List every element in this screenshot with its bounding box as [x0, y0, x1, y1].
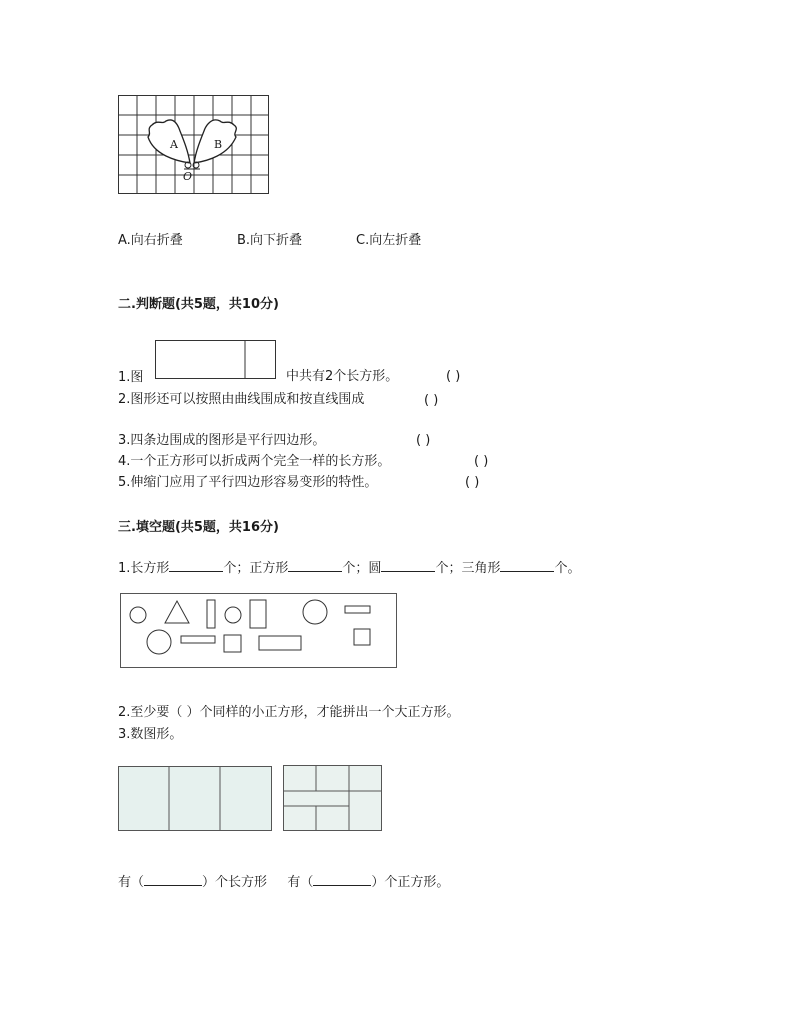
fold-label-o: O [183, 170, 193, 183]
shape-thin-rect-vertical [207, 600, 215, 628]
answer-part-2: ）个长方形 [202, 875, 268, 890]
s2-q3: 3.四条边围成的图形是平行四边形。 [118, 433, 326, 448]
shape-rect-horizontal-1 [181, 636, 215, 643]
answer-part-4: ）个正方形。 [371, 875, 450, 890]
s2-q4: 4.一个正方形可以折成两个完全一样的长方形。 [118, 454, 391, 469]
shape-triangle [165, 601, 189, 623]
blank-triangle-count[interactable] [500, 559, 554, 572]
blank-rectangle-count[interactable] [169, 559, 223, 572]
shape-circle-4 [147, 630, 171, 654]
option-a: A.向右折叠 [118, 233, 183, 248]
option-c: C.向左折叠 [356, 233, 422, 248]
shape-square-1 [224, 635, 241, 652]
fold-grid-figure [118, 95, 270, 195]
s2-q5: 5.伸缩门应用了平行四边形容易变形的特性。 [118, 475, 378, 490]
s2-q4-paren: ( ) [474, 454, 489, 469]
s2-q2-paren: ( ) [424, 393, 439, 408]
section3-title: 三.填空题(共5题，共16分) [118, 520, 279, 535]
s3-q1-part-2: 个；正方形 [223, 561, 289, 576]
shape-square-2 [354, 629, 370, 645]
s3-q1-part-3: 个；圆 [342, 561, 382, 576]
s2-q5-paren: ( ) [465, 475, 480, 490]
shape-circle-1 [130, 607, 146, 623]
shapes-figure [120, 593, 398, 669]
s2-q1-prefix: 1.图 [118, 370, 144, 385]
count-figure-right [283, 765, 383, 832]
answer-part-1: 有（ [118, 875, 145, 890]
option-b: B.向下折叠 [237, 233, 303, 248]
q1-rectangle-figure [155, 340, 277, 380]
s2-q2: 2.图形还可以按照由曲线围成和按直线围成 [118, 392, 365, 407]
shape-rect-vertical [250, 600, 266, 628]
count-figure-left [118, 766, 273, 832]
s2-q1-paren: ( ) [446, 369, 461, 384]
s3-q2: 2.至少要（ ）个同样的小正方形，才能拼出一个大正方形。 [118, 705, 460, 720]
blank-rectangle-answer[interactable] [144, 873, 202, 886]
fold-label-a: A [170, 138, 178, 151]
s3-q1-part-4: 个；三角形 [435, 561, 501, 576]
s2-q1-suffix: 中共有2个长方形。 [286, 369, 399, 384]
section2-title: 二.判断题(共5题，共10分) [118, 297, 279, 312]
petal-shapes [148, 120, 236, 163]
s3-q1-part-5: 个。 [554, 561, 581, 576]
s3-q1-part-1: 1.长方形 [118, 561, 170, 576]
s3-q3: 3.数图形。 [118, 727, 183, 742]
s3-q3-answer [118, 873, 449, 891]
shape-rect-horizontal-2 [259, 636, 301, 650]
shape-circle-3 [303, 600, 327, 624]
blank-circle-count[interactable] [381, 559, 435, 572]
fold-label-b: B [214, 138, 223, 151]
blank-square-answer[interactable] [313, 873, 371, 886]
answer-part-3: 有（ [287, 875, 314, 890]
s2-q3-paren: ( ) [416, 433, 431, 448]
shape-thin-rect-horizontal [345, 606, 370, 613]
shape-circle-2 [225, 607, 241, 623]
s3-q1 [118, 559, 580, 577]
blank-square-count[interactable] [288, 559, 342, 572]
